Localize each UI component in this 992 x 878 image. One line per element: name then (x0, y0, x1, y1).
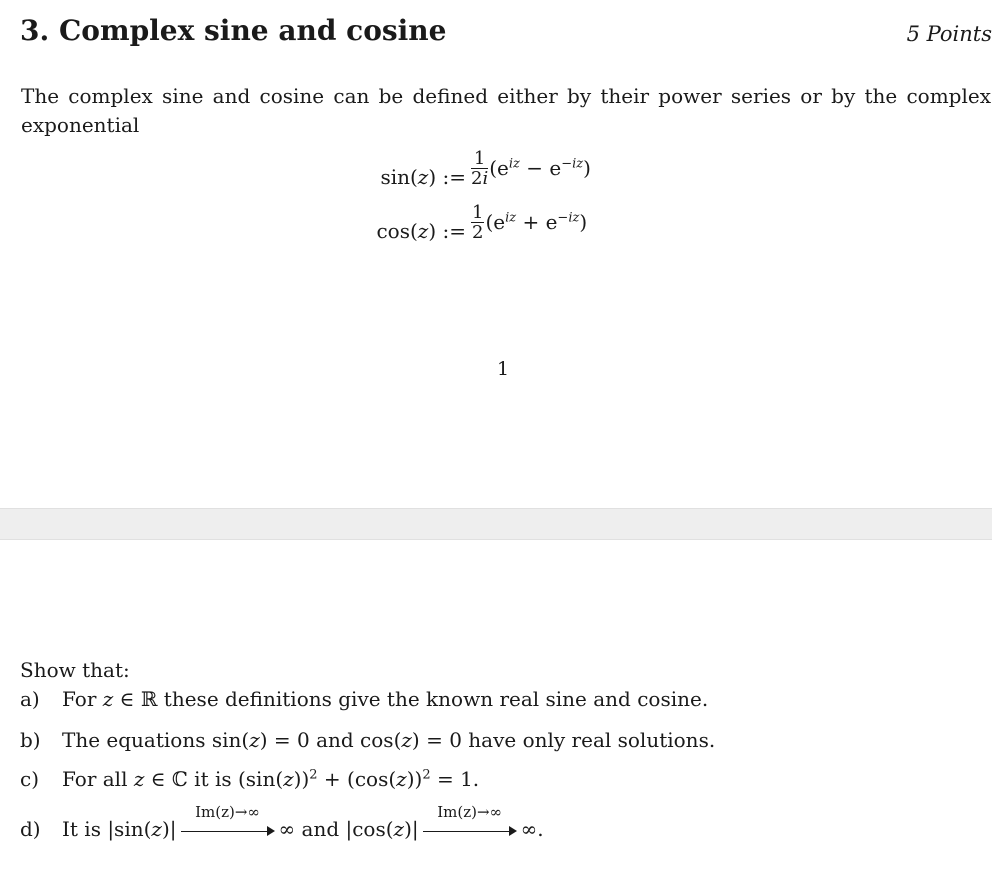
task-d: d) It is |sin(z)| Im(z)→∞ ∞ and |cos(z)| Im(z)→∞ ∞. (20, 802, 544, 841)
sin-formula-body: $(e^{iz} - e^{-iz})$ (489, 155, 591, 180)
task-a: a) For z ∈ ℝ these definitions give the known real sine and cosine. (20, 687, 709, 711)
intro-paragraph: The complex sine and cosine can be defined either by their power series or by the complex exponential (21, 84, 991, 137)
limit-arrow-sin-line (181, 831, 269, 832)
task-c: c) For all z ∈ ℂ it is $(\sin(z))^2 + (\cos(z))^2 = 1$. (20, 767, 480, 791)
exercise-header (20, 14, 992, 54)
task-b: b) The equations sin(z) = 0 and cos(z) = 0 have only real solutions. (20, 728, 716, 752)
cos-formula (376, 202, 588, 243)
limit-arrow-cos-line (423, 831, 511, 832)
task-a-label: a) (20, 687, 40, 711)
page-number: 1 (497, 358, 510, 380)
show-that-label: Show that: (20, 658, 130, 682)
limit-arrow-cos (423, 802, 517, 841)
exercise-title: 3. Complex sine and cosine (20, 14, 447, 47)
sin-formula-lhs: sin(z) := (380, 165, 466, 189)
task-c-label: c) (20, 767, 40, 791)
task-b-label: b) (20, 728, 41, 752)
cos-fraction: $\frac{1}{2}$ (472, 202, 484, 243)
page-separator (0, 508, 992, 540)
limit-arrow-sin (181, 802, 275, 841)
cos-formula-body: $(e^{iz} + e^{-iz})$ (485, 209, 588, 234)
limit-arrow-sin-label: Im(z)→∞ (195, 802, 260, 821)
task-d-label: d) (20, 817, 41, 841)
right-arrow-icon (267, 826, 275, 836)
right-arrow-icon (509, 826, 517, 836)
exercise-points: 5 Points (906, 22, 992, 46)
sin-fraction: $\frac{1}{2i}$ (471, 148, 489, 189)
cos-formula-lhs: cos(z) := (376, 219, 466, 243)
limit-arrow-cos-label: Im(z)→∞ (437, 802, 503, 821)
sin-formula (380, 148, 591, 189)
